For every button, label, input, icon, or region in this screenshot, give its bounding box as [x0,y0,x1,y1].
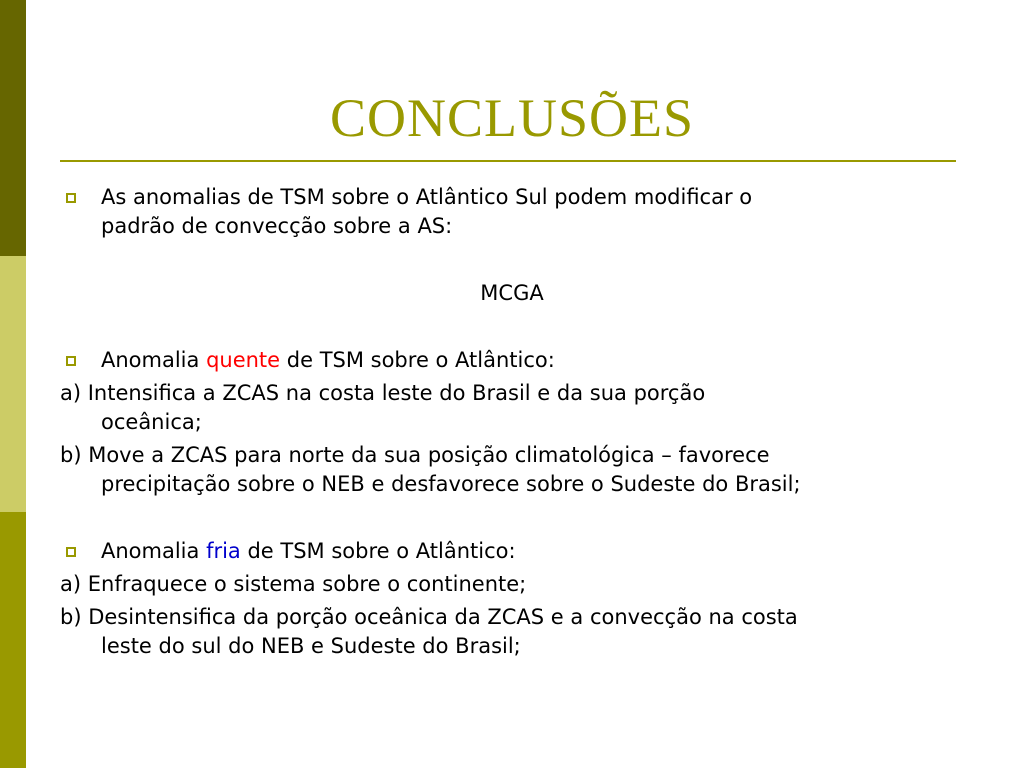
bullet-2-item-a-line-1: a) Intensifica a ZCAS na costa leste do Brasil e da sua porção [60,381,706,405]
hot-anomaly-label: quente [206,348,281,372]
bullet-1-line-1: As anomalias de TSM sobre o Atlântico Sul podem modificar o [101,185,753,209]
bullet-1-line-2: padrão de convecção sobre a AS: [101,214,453,238]
model-label: MCGA [480,281,544,305]
bullet-2-item-a-line-2: oceânica; [101,410,202,434]
square-bullet-icon [66,193,76,203]
bullet-3-item-a-line-1: a) Enfraquece o sistema sobre o continente; [60,572,527,596]
square-bullet-icon [66,547,76,557]
bullet-2-prefix: Anomalia [101,348,207,372]
bullet-2-item-b-line-1: b) Move a ZCAS para norte da sua posição climatológica – favorece [60,443,770,467]
bullet-2-suffix: de TSM sobre o Atlântico: [280,348,555,372]
bullet-3-item-b-line-1: b) Desintensifica da porção oceânica da ZCAS e a convecção na costa [60,605,798,629]
bullet-3-prefix: Anomalia [101,539,207,563]
cold-anomaly-label: fria [206,539,241,563]
bullet-3-suffix: de TSM sobre o Atlântico: [240,539,516,563]
bullet-2-item-b-line-2: precipitação sobre o NEB e desfavorece sobre o Sudeste do Brasil; [101,472,801,496]
slide-title: CONCLUSÕES [329,88,695,148]
bullet-2-heading [101,346,555,375]
square-bullet-icon [66,356,76,366]
bullet-3-heading [101,537,516,566]
bullet-3-item-b-line-2: leste do sul do NEB e Sudeste do Brasil; [101,634,521,658]
